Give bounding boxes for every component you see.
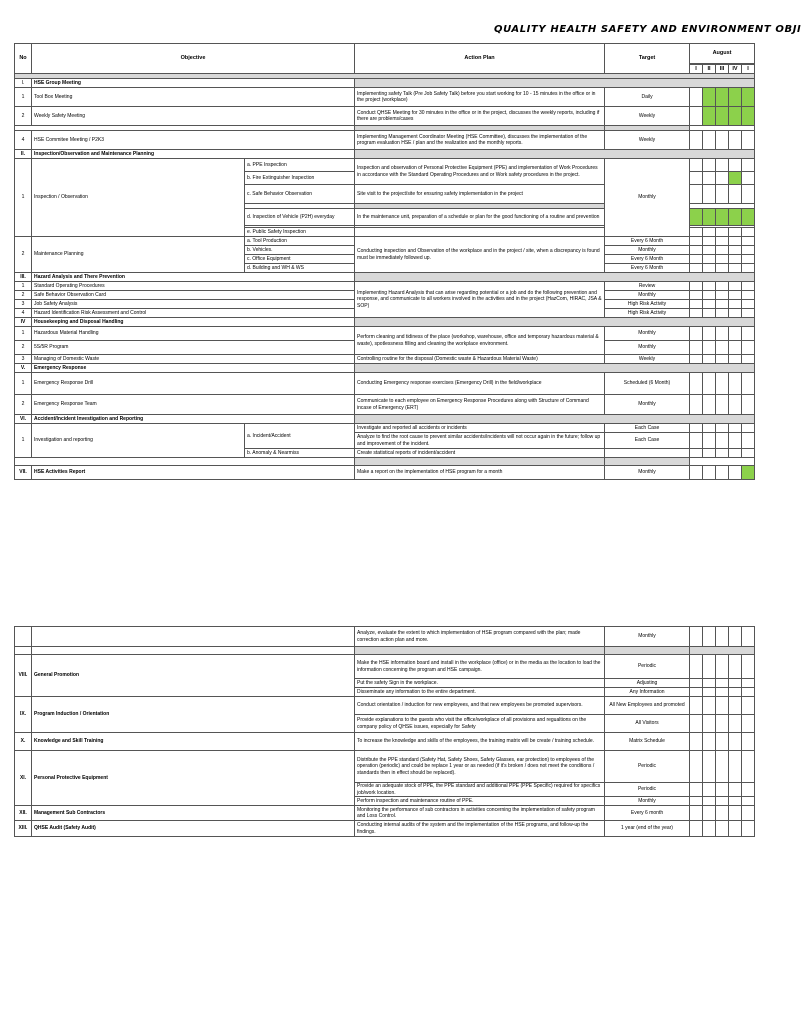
header-action-plan: Action Plan [355, 44, 605, 74]
page-title: QUALITY HEALTH SAFETY AND ENVIRONMENT OBJI [494, 24, 801, 35]
table-header [15, 44, 755, 64]
table-row: 4 HSE Commitee Meeting / P2K3 Implementing Management Coordinator Meeting (HSE Committee), discusses the implementation of the program evaluation HSE / plan and the realization and the monthly reports. Weekly [15, 131, 755, 150]
hse-objectives-table: No Objective Action Plan Target August I II III IV I I. HSE Group Meeting 1 Tool Box Meeting Implementing safety Talk (Pre Job Safety Talk) before you start working for 10 - 15 minutes in the office or in the project (workplace) Daily 2 Weekly Safety Meeting Conduct QHSE Meeting for 30 minutes in the office or in the project, discusses the weekly reports, including if there are problems/cases Weekly 4 HSE Commitee Meeting / P2K3 Implementing Management Coordinator Meeting (HSE Committee), discusses the implementation of the program evaluation HSE / plan and the realization and the monthly reports. Weekly II. Inspection/Observation and Maintenance Planning 1 Inspection / Observation a. PPE Inspection Inspection and observation of Personal Protective Equipment (PPE) and implementation of Work Procedures in accordance with the Standard Operating Procedures and or Work safety procedures in the project. Monthly b. Fire Extinguisher Inspection c. Safe Behavior Observation Site visit to the project/site for ensuring safety implementation in the project d. Inspection of Vehicle (P2H) everyday In the maintenance unit, preparation of a schedule or plan for the good functioning of a routine and prevention e. Public Safety Inspection 2 Maintenance Planning a. Tool Production Conducting inspection and Observation of the workplace and in the project / site, when a discrepancy is found must be immediately followed up. Every 6 Month b. Vehicles. Monthly c. Office Equipment Every 6 Month d. Building and WH & WS Every 6 Month III. Hazard Analysis and There Prevention 1 Standard Operating Procedures Implementing Hazard Analysis that can arise regarding potential or a job and do the following prevention and response, and communicate to all workers involved in the activities and in the project (HazCom, HIRAC, JSA & SOP) Review 2 Safe Behavior Observation Card Monthly 3 Job Safety Analysis High Risk Activity 4 Hazard Identification Risk Assessment and Control High Risk Activity IV Housekeeping and Disposal Handling 1 Hazardous Material Handling Perform cleaning and tidiness of the place (workshop, warehouse, office and temporary hazardous material & waste), spotlessness filling and cleaning the workplace environment. Monthly 2 5S/5R Program Monthly 3 Managing of Domestic Waste Controlling routine for the disposal (Domestic waste & Hazardous Material Waste) Weekly V. Emergency Response 1 Emergency Response Drill Conducting Emergency response exercises (Emergency Drill) in the field/workplace Scheduled (6 Month) 2 Emergency Response Team Communicate to each employee on Emergency Response Procedures along with Structure of Command incase of Emergency (ERT) Monthly VI. Accident/Incident Investigation and Reporting 1 Investigation and reporting a. Incident/Accident Investigate and reported all accidents or incidents Each Case Analyze to find the root cause to prevent similar accidents/incidents will not occur again in the future; follow up and improvement of the incident. Each Case b. Anomaly & Nearmiss Create statistical reports of incident/accident VII. HSE Activities Report Make a report on the implementation of HSE program for a month Monthly [14, 43, 755, 480]
week-3: III [716, 65, 729, 74]
week-5: I [742, 65, 755, 74]
section-title: HSE Group Meeting [32, 79, 355, 88]
target-cell: Daily [605, 88, 690, 107]
action-cell: Implementing safety Talk (Pre Job Safety Talk) before you start working for 10 - 15 minutes in the office or in the project (workplace) [355, 88, 605, 107]
header-target: Target [605, 44, 690, 74]
objective-cell: Tool Box Meeting [32, 88, 355, 107]
week-4: IV [729, 65, 742, 74]
table-row: 1 Tool Box Meeting Implementing safety Talk (Pre Job Safety Talk) before you start working for 10 - 15 minutes in the office or in the project (workplace) Daily [15, 88, 755, 107]
hse-objectives-table-continued: Analyze, evaluate the extent to which implementation of HSE program compared with the plan; made correction action plan and more. Monthly VIII. General Promotion Make the HSE information board and install in the workplace (office) or in the media as the location to load the information concerning the program and HSE campaign. Periodic Put the safety Sign in the workplace. Adjusting Disseminate any information to the entire department. Any Information IX. Program Induction / Orientation Conduct orientation / induction for new employees, and that new employees be promoted supervisors. All New Employees and promoted Provide explanations to the guests who visit the office/workplace of all provisions and regualtions on the company policy of QHSE issues, especially for Safety All Visitors X. Knowledge and Skill Training To increase the knowledge and skills of the employees, the training matrix will be create / training schedule. Matrix Schedule XI. Personal Protective Equipment Distribute the PPE standard (Safety Hat, Safety Shoes, Safety Glasses, ear protection) to employees of the operation (periodic) and could be replace 1 year or as needed (if it's broken / does not meet the conditions / standards then in effect should be replaced). Periodic Provide an adequate stock of PPE, the PPE standard and additional PPE (PPE Specific) required for specifics job/work location. Periodic Perform inspection and maintenance routine of PPE. Monthly XII. Management Sub Contractors Monitoring the performance of sub contractors in activities concerning the implementation of safety program and Loss Control. Every 6 month XIII. QHSE Audit (Safety Audit) Conducting internal audits of the system and the implementation of the HSE programs, and follow-up the findings. 1 year (end of the year) [14, 626, 755, 837]
header-month: August [690, 44, 755, 64]
week-2: II [703, 65, 716, 74]
header-no: No [15, 44, 32, 74]
header-objective: Objective [32, 44, 355, 74]
week-1: I [690, 65, 703, 74]
table-row: 2 Weekly Safety Meeting Conduct QHSE Meeting for 30 minutes in the office or in the project, discusses the weekly reports, including if there are problems/cases Weekly [15, 107, 755, 126]
section-number: I. [15, 79, 32, 88]
